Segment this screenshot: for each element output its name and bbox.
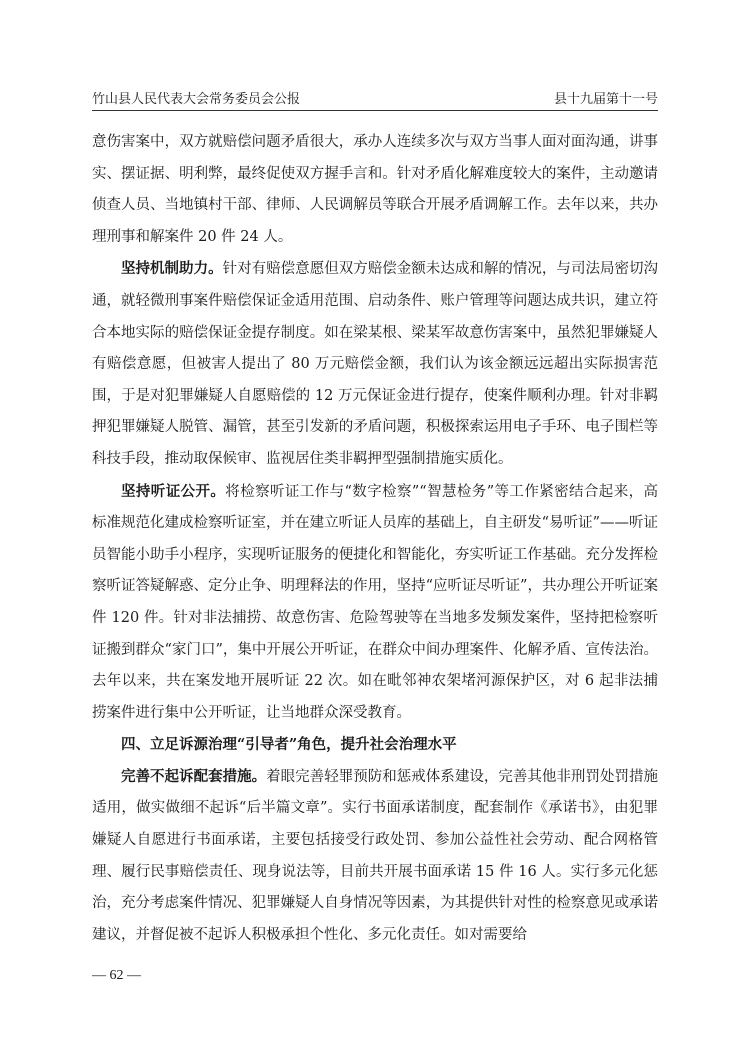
paragraph-text: 着眼完善轻罪预防和惩戒体系建设，完善其他非刑罚处罚措施适用，做实做细不起诉“后半篇文章”。实行书面承诺制度，配套制作《承诺书》，由犯罪嫌疑人自愿进行书面承诺，主要包括接受行政处罚、参加公益性社会劳动、配合网格管理、履行民事赔偿责任、现身说法等，目前共开展书面承诺 15 件 16 人。实行多元化惩治，充分考虑案件情况、犯罪嫌疑人自身情况等因素，为其提供针对性的检察意见或承诺建议，并督促被不起诉人积极承担个性化、多元化责任。如对需要给 <box>92 768 658 943</box>
issue-number: 县十九届第十一号 <box>553 92 658 107</box>
paragraph-mechanism <box>92 253 658 475</box>
paragraph-lead: 完善不起诉配套措施。 <box>121 767 267 785</box>
paragraph-lead: 坚持机制助力。 <box>121 260 223 278</box>
paragraph-continued <box>92 127 658 253</box>
paragraph-non-prosecution <box>92 761 658 952</box>
paragraph-text: 针对有赔偿意愿但双方赔偿金额未达成和解的情况，与司法局密切沟通，就轻微刑事案件赔偿保证金适用范围、启动条件、账户管理等问题达成共识，建立符合本地实际的赔偿保证金提存制度。如在梁某根、梁某军故意伤害案中，虽然犯罪嫌疑人有赔偿意愿，但被害人提出了 80 万元赔偿金额，我们认为该金额远远超出实际损害范围，于是对犯罪嫌疑人自愿赔偿的 12 万元保证金进行提存，使案件顺利办理。针对非羁押犯罪嫌疑人脱管、漏管，甚至引发新的矛盾问题，积极探索运用电子手环、电子围栏等科技手段，推动取保候审、监视居住类非羁押型强制措施实质化。 <box>92 261 659 467</box>
paragraph-hearing <box>92 476 658 730</box>
bulletin-title: 竹山县人民代表大会常务委员会公报 <box>92 92 301 107</box>
section-heading: 四、立足诉源治理“引导者”角色，提升社会治理水平 <box>121 736 457 754</box>
paragraph-text: 将检察听证工作与“数字检察”“智慧检务”等工作紧密结合起来，高标准规范化建成检察听证室，并在建立听证人员库的基础上，自主研发“易听证”——听证员智能小助手小程序，实现听证服务的便捷化和智能化，夯实听证工作基础。充分发挥检察听证答疑解惑、定分止争、明理释法的作用，坚持“应听证尽听证”，共办理公开听证案件 120 件。针对非法捕捞、故意伤害、危险驾驶等在当地多发频发案件，坚持把检察听证搬到群众“家门口”，集中开展公开听证，在群众中间办理案件、化解矛盾、宣传法治。去年以来，共在案发地开展听证 22 次。如在毗邻神农架堵河源保护区，对 6 起非法捕捞案件进行集中公开听证，让当地群众深受教育。 <box>92 483 659 721</box>
page-number: — 62 — <box>92 968 141 983</box>
paragraph-lead: 坚持听证公开。 <box>121 482 226 500</box>
document-body <box>92 127 658 951</box>
paragraph-text: 意伤害案中，双方就赔偿问题矛盾很大，承办人连续多次与双方当事人面对面沟通，讲事实、摆证据、明利弊，最终促使双方握手言和。针对矛盾化解难度较大的案件，主动邀请侦查人员、当地镇村干部、律师、人民调解员等联合开展矛盾调解工作。去年以来，共办理刑事和解案件 20 件 24 人。 <box>92 134 658 245</box>
page-header <box>92 86 658 111</box>
